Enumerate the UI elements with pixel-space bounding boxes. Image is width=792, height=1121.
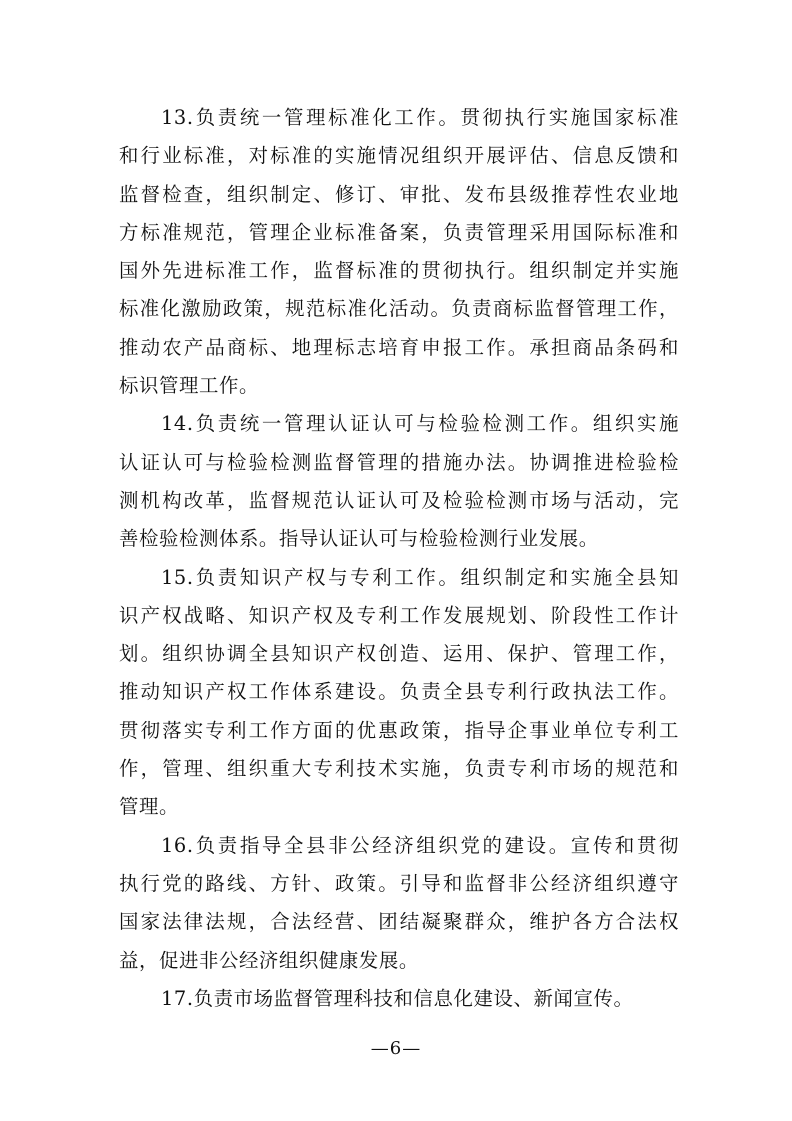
text-line: 16.负责指导全县非公经济组织党的建设。宣传和贯彻	[161, 833, 679, 857]
text-line: 和行业标准，对标准的实施情况组织开展评估、信息反馈和	[119, 144, 679, 168]
paragraph-13	[119, 99, 679, 405]
text-line: 识产权战略、知识产权及专利工作发展规划、阶段性工作计	[119, 603, 679, 627]
paragraph-15	[119, 559, 679, 827]
text-line: 贯彻落实专利工作方面的优惠政策，指导企事业单位专利工	[119, 718, 679, 742]
page-number: —6—	[370, 1038, 422, 1059]
text-line: 执行党的路线、方针、政策。引导和监督非公经济组织遵守	[119, 871, 679, 895]
text-line: 国家法律法规，合法经营、团结凝聚群众，维护各方合法权	[119, 910, 679, 934]
text-line: 推动农产品商标、地理标志培育申报工作。承担商品条码和	[119, 335, 679, 359]
text-line: 测机构改革，监督规范认证认可及检验检测市场与活动，完	[119, 488, 679, 512]
text-line: 划。组织协调全县知识产权创造、运用、保护、管理工作，	[119, 642, 679, 666]
text-line: 13.负责统一管理标准化工作。贯彻执行实施国家标准	[161, 106, 679, 129]
text-line: 标准化激励政策，规范标准化活动。负责商标监督管理工作，	[119, 297, 679, 321]
document-body	[119, 99, 679, 1018]
text-line: 推动知识产权工作体系建设。负责全县专利行政执法工作。	[119, 680, 679, 704]
text-line: 认证认可与检验检测监督管理的措施办法。协调推进检验检	[119, 450, 679, 474]
text-line: 管理。	[119, 795, 179, 819]
text-line: 14.负责统一管理认证认可与检验检测工作。组织实施	[161, 412, 679, 436]
paragraph-17	[119, 980, 679, 1018]
text-line: 作，管理、组织重大专利技术实施，负责专利市场的规范和	[119, 757, 679, 781]
text-line: 17.负责市场监督管理科技和信息化建设、新闻宣传。	[161, 986, 634, 1010]
text-line: 标识管理工作。	[119, 374, 259, 398]
text-line: 益，促进非公经济组织健康发展。	[119, 948, 419, 972]
text-line: 善检验检测体系。指导认证认可与检验检测行业发展。	[119, 527, 599, 551]
paragraph-14	[119, 405, 679, 558]
text-line: 国外先进标准工作，监督标准的贯彻执行。组织制定并实施	[119, 259, 679, 283]
text-line: 监督检查，组织制定、修订、审批、发布县级推荐性农业地	[119, 182, 679, 206]
text-line: 15.负责知识产权与专利工作。组织制定和实施全县知	[161, 565, 679, 589]
text-line: 方标准规范，管理企业标准备案，负责管理采用国际标准和	[119, 220, 679, 244]
paragraph-16	[119, 827, 679, 980]
